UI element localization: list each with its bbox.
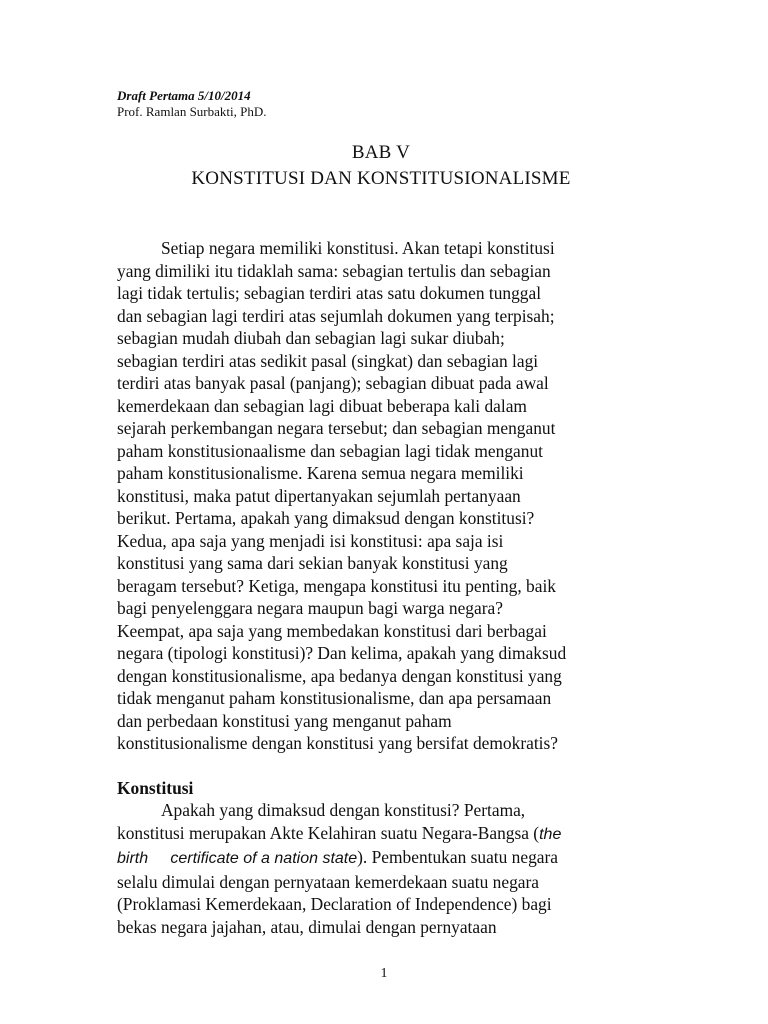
paragraph-line: konstitusi, maka patut dipertanyakan sejumlah pertanyaan [117,485,521,506]
paragraph-line: negara (tipologi konstitusi)? Dan kelima, apakah yang dimaksud [117,643,567,663]
paragraph-line: Setiap negara memiliki konstitusi. Akan tetapi konstitusi [161,238,555,258]
paragraph-line: konstitusionalisme dengan konstitusi yang bersifat demokratis? [117,733,558,753]
text-segment: ). Pembentukan suatu negara [357,847,559,867]
paragraph-line [117,846,657,871]
chapter-heading [117,140,645,192]
italic-phrase: the [539,825,562,843]
paragraph-line: yang dimiliki itu tidaklah sama: sebagian tertulis dan sebagian [117,260,551,281]
paragraph-line: terdiri atas banyak pasal (panjang); sebagian dibuat pada awal [117,373,549,393]
author-label: Prof. Ramlan Surbakti, PhD. [117,104,267,119]
text-segment: konstitusi merupakan Akte Kelahiran suatu Negara-Bangsa ( [117,822,540,843]
draft-label: Draft Pertama 5/10/2014 [117,88,251,103]
page-number: 1 [380,966,388,981]
paragraph-line: Apakah yang dimaksud dengan konstitusi? Pertama, [161,800,526,820]
paragraph-line: Keempat, apa saja yang membedakan konstitusi dari berbagai [117,620,547,641]
chapter-title: KONSTITUSI DAN KONSTITUSIONALISME [191,168,571,189]
document-body [117,237,657,938]
paragraph-line: dengan konstitusionalisme, apa bedanya dengan konstitusi yang [117,665,562,686]
paragraph-line: paham konstitusionalisme. Karena semua negara memiliki [117,463,524,483]
paragraph-line: berikut. Pertama, apakah yang dimaksud dengan konstitusi? [117,508,535,528]
paragraph-line: tidak menganut paham konstitusionalisme, dan apa persamaan [117,688,552,708]
paragraph-line: (Proklamasi Kemerdekaan, Declaration of Independence) bagi [117,894,552,914]
paragraph-line: selalu dimulai dengan pernyataan kemerdekaan suatu negara [117,871,540,892]
section-heading: Konstitusi [117,777,194,798]
paragraph-line: kemerdekaan dan sebagian lagi dibuat beberapa kali dalam [117,395,527,416]
chapter-number: BAB V [351,142,411,163]
paragraph-line [117,822,657,847]
paragraph-line: lagi tidak tertulis; sebagian terdiri atas satu dokumen tunggal [117,283,542,303]
paragraph-line: paham konstitusionaalisme dan sebagian lagi tidak menganut [117,440,543,461]
paragraph-line: sebagian mudah diubah dan sebagian lagi sukar diubah; [117,328,505,348]
paragraph-line: bekas negara jajahan, atau, dimulai dengan pernyataan [117,916,497,937]
paragraph-line: konstitusi yang sama dari sekian banyak konstitusi yang [117,553,508,573]
paragraph-line: sebagian terdiri atas sedikit pasal (singkat) dan sebagian lagi [117,350,539,371]
paragraph-line: beragam tersebut? Ketiga, mengapa konstitusi itu penting, baik [117,575,556,596]
document-meta [117,88,267,120]
paragraph-gap [117,755,657,777]
italic-phrase: birth certificate of a nation state [117,850,358,867]
paragraph-line: dan perbedaan konstitusi yang menganut paham [117,710,452,731]
paragraph-line: sejarah perkembangan negara tersebut; dan sebagian menganut [117,418,556,438]
paragraph-line: dan sebagian lagi terdiri atas sejumlah dokumen yang terpisah; [117,305,555,326]
paragraph-line: bagi penyelenggara negara maupun bagi warga negara? [117,598,503,618]
paragraph-line: Kedua, apa saja yang menjadi isi konstitusi: apa saja isi [117,530,504,551]
